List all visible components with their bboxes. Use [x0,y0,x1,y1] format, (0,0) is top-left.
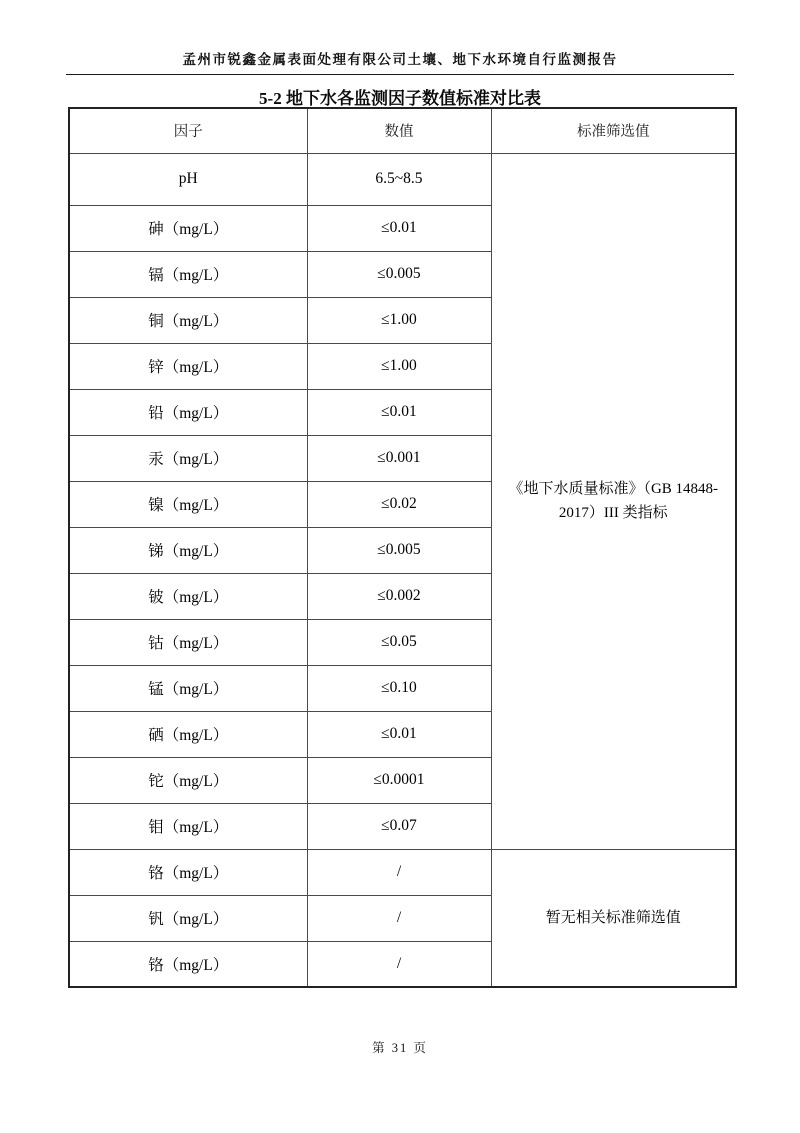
standards-table [68,107,737,988]
document-header: 孟州市锐鑫金属表面处理有限公司土壤、地下水环境自行监测报告 [182,52,618,67]
table-title: 5-2 地下水各监测因子数值标准对比表 [259,89,541,108]
value-cell: ≤0.01 [307,389,491,435]
value-cell: ≤1.00 [307,297,491,343]
value-cell: ≤0.01 [307,205,491,251]
value-cell: 6.5~8.5 [307,153,491,205]
factor-cell: 硒（mg/L） [69,711,307,757]
factor-cell: 镉（mg/L） [69,251,307,297]
column-header-factor: 因子 [69,108,307,153]
header-divider [66,74,734,75]
value-cell: ≤0.005 [307,527,491,573]
factor-cell: 铍（mg/L） [69,573,307,619]
value-cell: ≤0.10 [307,665,491,711]
value-cell: ≤0.01 [307,711,491,757]
factor-cell: 铬（mg/L） [69,941,307,987]
value-cell: ≤0.005 [307,251,491,297]
factor-cell: 汞（mg/L） [69,435,307,481]
value-cell: / [307,895,491,941]
factor-cell: 铜（mg/L） [69,297,307,343]
value-cell: ≤0.02 [307,481,491,527]
factor-cell: 镍（mg/L） [69,481,307,527]
value-cell: ≤0.0001 [307,757,491,803]
value-cell: ≤0.002 [307,573,491,619]
page-number: 第 31 页 [372,1041,428,1055]
value-cell: ≤0.001 [307,435,491,481]
factor-cell: 钼（mg/L） [69,803,307,849]
factor-cell: 锌（mg/L） [69,343,307,389]
value-cell: / [307,941,491,987]
value-cell: ≤0.07 [307,803,491,849]
column-header-standard: 标准筛选值 [491,108,736,153]
table-row [69,849,736,895]
table-row [69,153,736,205]
standard-group-cell: 暂无相关标准筛选值 [491,849,736,987]
factor-cell: 锑（mg/L） [69,527,307,573]
column-header-value: 数值 [307,108,491,153]
value-cell: ≤1.00 [307,343,491,389]
factor-cell: 铅（mg/L） [69,389,307,435]
factor-cell: 砷（mg/L） [69,205,307,251]
value-cell: / [307,849,491,895]
value-cell: ≤0.05 [307,619,491,665]
factor-cell: 铬（mg/L） [69,849,307,895]
factor-cell: pH [69,153,307,205]
factor-cell: 钒（mg/L） [69,895,307,941]
table-header-row [69,108,736,153]
factor-cell: 钴（mg/L） [69,619,307,665]
standard-group-cell: 《地下水质量标准》（GB 14848-2017）III 类指标 [491,153,736,849]
factor-cell: 锰（mg/L） [69,665,307,711]
factor-cell: 铊（mg/L） [69,757,307,803]
